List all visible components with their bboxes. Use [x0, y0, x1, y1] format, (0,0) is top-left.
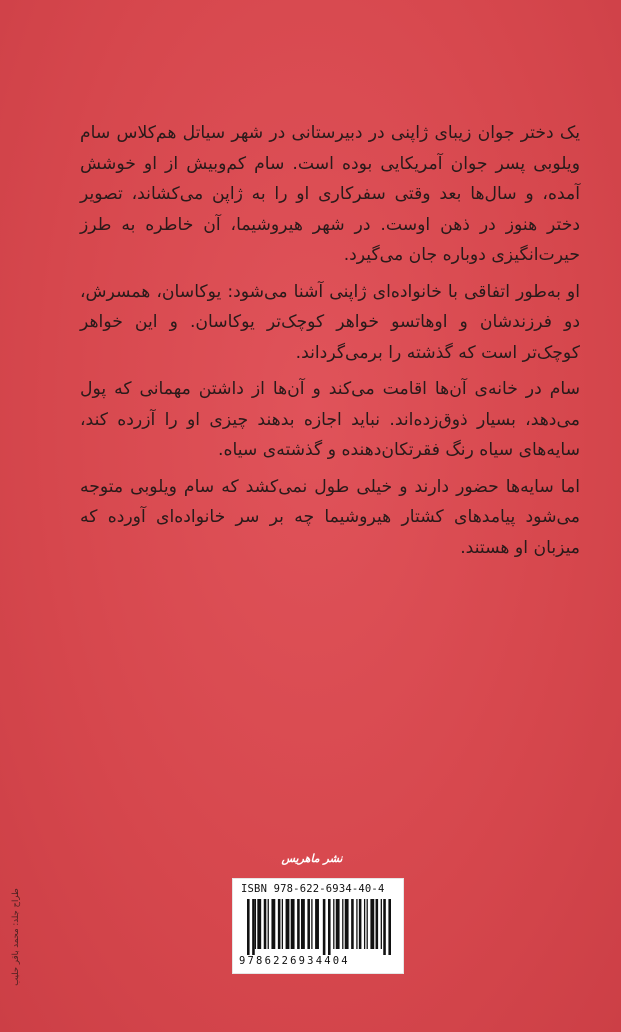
blurb-paragraph-4: اما سایه‌ها حضور دارند و خیلی طول نمی‌کشد که سام ویلوبی متوجه می‌شود پیامدهای کشتار هیروشیما چه بر سر خانواده‌ای آورده که میزبان او هستند. [80, 476, 580, 558]
blurb-paragraph-2: او به‌طور اتفاقی با خانواده‌ای ژاپنی آشنا می‌شود: یوکاسان، همسرش، دو فرزندشان و اوهاتسو خواهر کوچک‌تر یوکاسان. و این خواهر کوچک‌تر است که گذشته را برمی‌گرداند. [80, 281, 580, 363]
blurb-paragraph-3: سام در خانه‌ی آن‌ها اقامت می‌کند و آن‌ها از داشتن مهمانی که پول می‌دهد، بسیار ذوق‌زده‌اند. نباید اجازه بدهند چیزی او را آزرده کند، سایه‌های سیاه رنگ فقرتکان‌دهنده و گذشته‌ی سیاه. [80, 379, 580, 460]
back-cover-blurb [80, 118, 580, 569]
cover-designer-credit [10, 862, 22, 1012]
barcode-bars [247, 899, 391, 955]
blurb-paragraph-1: یک دختر جوان زیبای ژاپنی در دبیرستانی در شهر سیاتل هم‌کلاس سام ویلوبی پسر جوان آمریکایی بوده است. سام کم‌وبیش از او خوشش آمده، و سال‌ها بعد وقتی سفرکاری او را به ژاپن می‌کشاند، تصویر دختر هنوز در ذهن اوست. در شهر هیروشیما، آن خاطره به طرز حیرت‌انگیزی دوباره جان می‌گیرد. [80, 123, 580, 265]
publisher-name: نشر ماهریس [281, 852, 343, 865]
isbn-label: ISBN 978-622-6934-40-4 [241, 883, 385, 895]
publisher-logo-icon [270, 770, 354, 860]
barcode-digits: 9786226934404 [239, 955, 350, 967]
isbn-barcode [232, 878, 404, 974]
cover-designer-credit-text: طراح جلد: محمد باقر حلیب [11, 888, 21, 986]
